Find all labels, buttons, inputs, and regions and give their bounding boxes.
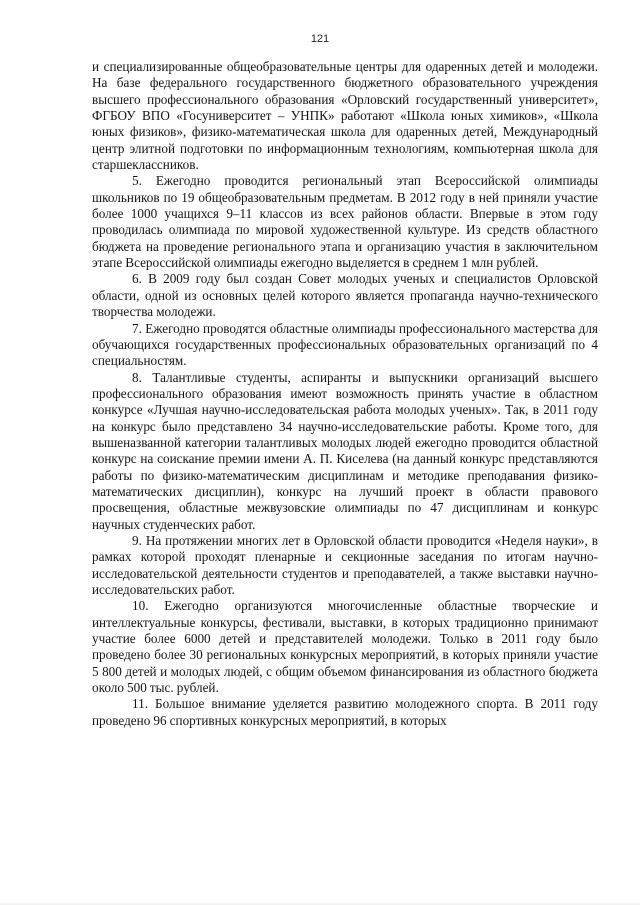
page-number: 121 <box>310 33 330 45</box>
paragraph-item-8: 8. Талантливые студенты, аспиранты и выпускники организаций высшего профессионального образования имеют возможность принять участие в областном конкурсе «Лучшая научно-исследовательская работа молодых ученых». Так, в 2011 году на конкурс было представлено 34 научно-исследовательские работы. Кроме того, для вышеназванной категории талантливых молодых людей ежегодно проводится областной конкурс на соискание премии имени А. П. Киселева (на данный конкурс представляются работы по физико-математическим дисциплинам и методике преподавания физико-математических дисциплин), конкурс на лучший проект в области правового просвещения, областные межвузовские олимпиады по 47 дисциплинам и конкурс научных студенческих работ. <box>92 369 598 532</box>
paragraph-item-7: 7. Ежегодно проводятся областные олимпиады профессионального мастерства для обучающихся государственных профессиональных образовательных организаций по 4 специальностям. <box>92 320 598 369</box>
paragraph-item-6: 6. В 2009 году был создан Совет молодых ученых и специалистов Орловской области, одной из основных целей которого является пропаганда научно-технического творчества молодежи. <box>92 271 598 320</box>
paragraph-item-10: 10. Ежегодно организуются многочисленные областные творческие и интеллектуальные конкурсы, фестивали, выставки, в которых традиционно принимают участие более 6000 детей и представителей молодежи. Только в 2011 году было проведено более 30 региональных конкурсных мероприятий, в которых приняли участие 5 800 детей и молодых людей, с общим объемом финансирования из областного бюджета около 500 тыс. рублей. <box>92 598 598 696</box>
paragraph-continuation: и специализированные общеобразовательные центры для одаренных детей и молодежи. На базе федерального государственного бюджетного образовательного учреждения высшего профессионального образования «Орловский государственный университет», ФГБОУ ВПО «Госуниверситет – УНПК» работают «Школа юных химиков», «Школа юных физиков», физико-математическая школа для одаренных детей, Международный центр элитной подготовки по информационным технологиям, компьютерная школа для старшеклассников. <box>92 59 598 173</box>
paragraph-item-5: 5. Ежегодно проводится региональный этап Всероссийской олимпиады школьников по 19 общеобразовательным предметам. В 2012 году в ней приняли участие более 1000 учащихся 9–11 классов из всех районов области. Впервые в этом году проводилась олимпиада по мировой художественной культуре. Из средств областного бюджета на проведение регионального этапа и организацию участия в заключительном этапе Всероссийской олимпиады ежегодно выделяется в среднем 1 млн рублей. <box>92 173 598 271</box>
document-body <box>92 59 598 729</box>
paragraph-item-11: 11. Большое внимание уделяется развитию молодежного спорта. В 2011 году проведено 96 спортивных конкурсных мероприятий, в которых <box>92 696 598 728</box>
paragraph-item-9: 9. На протяжении многих лет в Орловской области проводится «Неделя науки», в рамках которой проходят пленарные и секционные заседания по итогам научно-исследовательской деятельности студентов и преподавателей, а также выставки научно-исследовательских работ. <box>92 532 598 597</box>
